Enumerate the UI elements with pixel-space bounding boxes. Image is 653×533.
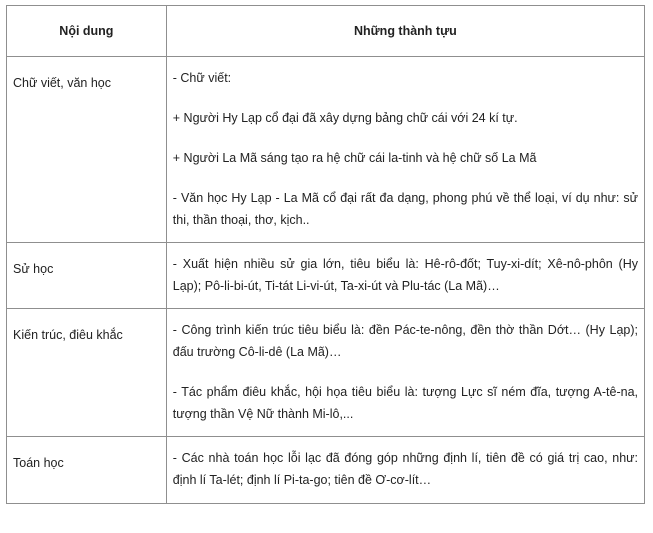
table-header-row [7,6,645,57]
row-achievements [166,243,644,309]
achievements-table-container [6,5,645,504]
achievement-item: - Các nhà toán học lỗi lạc đã đóng góp những định lí, tiên đề có giá trị cao, như: định lí Ta-lét; định lí Pi-ta-go; tiên đề Ơ-cơ-lít… [172,451,638,487]
row-topic: Chữ viết, văn học [7,57,167,243]
row-achievements [166,309,644,437]
achievement-item: + Người La Mã sáng tạo ra hệ chữ cái la-tinh và hệ chữ số La Mã [172,151,537,165]
table-row-architecture-sculpture [7,309,645,437]
achievement-item: - Chữ viết: [172,71,232,85]
table-row-writing-literature [7,57,645,243]
achievements-table [6,5,645,504]
table-row-mathematics [7,437,645,504]
achievement-item: - Công trình kiến trúc tiêu biểu là: đền Pác-te-nông, đền thờ thần Dớt… (Hy Lạp); đấu trường Cô-li-dê (La Mã)… [172,323,638,359]
row-topic: Sử học [7,243,167,309]
achievement-item: - Văn học Hy Lạp - La Mã cổ đại rất đa dạng, phong phú về thể loại, ví dụ như: sử thi, thần thoại, thơ, kịch.. [172,191,638,227]
row-topic: Kiến trúc, điêu khắc [7,309,167,437]
achievement-item: - Tác phẩm điêu khắc, hội họa tiêu biểu là: tượng Lực sĩ ném đĩa, tượng A-tê-na, tượng thần Vệ Nữ thành Mi-lô,... [172,385,638,421]
achievement-item: + Người Hy Lạp cổ đại đã xây dựng bảng chữ cái với 24 kí tự. [172,111,518,125]
row-topic: Toán học [7,437,167,504]
header-achievements: Những thành tựu [166,6,644,57]
achievement-item: - Xuất hiện nhiều sử gia lớn, tiêu biểu là: Hê-rô-đốt; Tuy-xi-dít; Xê-nô-phôn (Hy Lạp); Pô-li-bi-út, Ti-tát Li-vi-út, Ta-xi-út và Plu-tác (La Mã)… [172,257,638,293]
table-row-history [7,243,645,309]
header-content: Nội dung [7,6,167,57]
row-achievements [166,57,644,243]
row-achievements [166,437,644,504]
